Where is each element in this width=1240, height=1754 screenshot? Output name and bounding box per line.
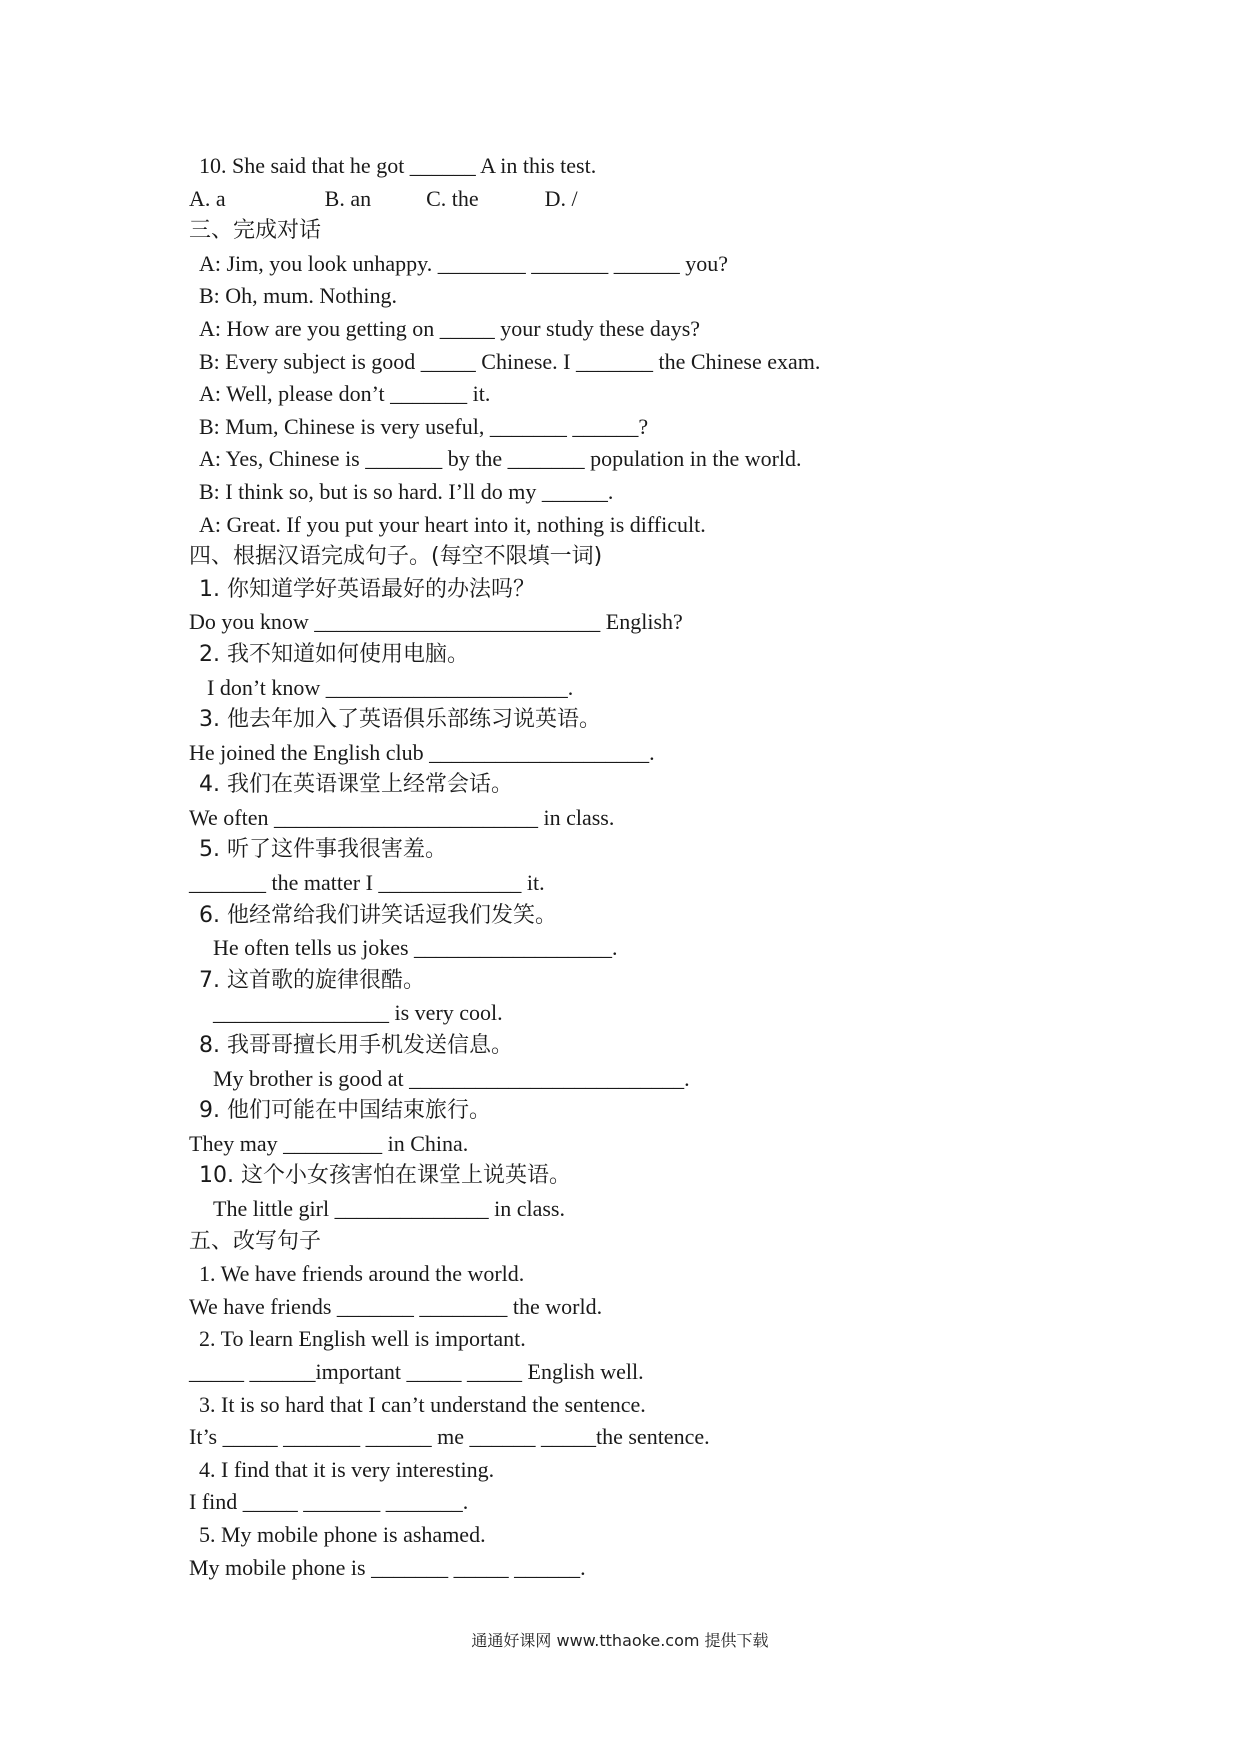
item-chinese-prompt: 1. 你知道学好英语最好的办法吗？ bbox=[199, 576, 535, 602]
item-chinese-prompt: 7. 这首歌的旋律很酷。 bbox=[199, 967, 425, 993]
section-3-heading: 三、完成对话 bbox=[189, 218, 322, 244]
rewrite-target-sentence: It’s _____ _______ ______ me ______ _____the sentence. bbox=[189, 1424, 710, 1450]
dialogue-line: A: Jim, you look unhappy. ________ _______ ______ you? bbox=[199, 250, 728, 276]
rewrite-target-sentence: We have friends _______ ________ the world. bbox=[189, 1293, 603, 1319]
item-chinese-prompt: 2. 我不知道如何使用电脑。 bbox=[199, 641, 469, 667]
question-10-options: A. a B. an C. the D. / bbox=[189, 185, 578, 211]
item-chinese-prompt: 4. 我们在英语课堂上经常会话。 bbox=[199, 772, 513, 798]
item-english-blank: They may _________ in China. bbox=[189, 1130, 469, 1156]
item-english-blank: We often ________________________ in class. bbox=[189, 804, 615, 830]
rewrite-original-sentence: 1. We have friends around the world. bbox=[199, 1261, 525, 1287]
rewrite-target-sentence: I find _____ _______ _______. bbox=[189, 1489, 469, 1515]
item-chinese-prompt: 3. 他去年加入了英语俱乐部练习说英语。 bbox=[199, 707, 601, 733]
rewrite-original-sentence: 4. I find that it is very interesting. bbox=[199, 1456, 495, 1482]
item-chinese-prompt: 10. 这个小女孩害怕在课堂上说英语。 bbox=[199, 1163, 571, 1189]
rewrite-target-sentence: _____ ______important _____ _____ English well. bbox=[189, 1358, 644, 1384]
dialogue-line: A: Well, please don’t _______ it. bbox=[199, 381, 491, 407]
item-chinese-prompt: 6. 他经常给我们讲笑话逗我们发笑。 bbox=[199, 902, 557, 928]
dialogue-line: A: Yes, Chinese is _______ by the _______ population in the world. bbox=[199, 446, 802, 472]
item-english-blank: Do you know __________________________ English? bbox=[189, 609, 683, 635]
dialogue-line: A: How are you getting on _____ your study these days? bbox=[199, 315, 701, 341]
item-english-blank: I don’t know ______________________. bbox=[207, 674, 574, 700]
question-10-stem: 10. She said that he got ______ A in this test. bbox=[199, 153, 597, 178]
worksheet-content bbox=[189, 150, 1049, 1584]
rewrite-original-sentence: 5. My mobile phone is ashamed. bbox=[199, 1521, 486, 1547]
item-english-blank: The little girl ______________ in class. bbox=[213, 1196, 565, 1221]
dialogue-line: A: Great. If you put your heart into it, nothing is difficult. bbox=[199, 511, 706, 537]
item-chinese-prompt: 8. 我哥哥擅长用手机发送信息。 bbox=[199, 1033, 513, 1059]
section-4-heading: 四、根据汉语完成句子。(每空不限填一词) bbox=[189, 544, 603, 570]
rewrite-original-sentence: 3. It is so hard that I can’t understand the sentence. bbox=[199, 1391, 646, 1417]
item-english-blank: My brother is good at _________________________. bbox=[213, 1065, 690, 1091]
item-english-blank: He joined the English club ____________________. bbox=[189, 739, 655, 765]
item-english-blank: He often tells us jokes __________________. bbox=[213, 935, 618, 961]
item-english-blank: ________________ is very cool. bbox=[213, 1000, 503, 1026]
dialogue-line: B: Mum, Chinese is very useful, _______ ______? bbox=[199, 413, 649, 439]
dialogue-line: B: Every subject is good _____ Chinese. I _______ the Chinese exam. bbox=[199, 348, 821, 374]
dialogue-line: B: I think so, but is so hard. I’ll do my ______. bbox=[199, 478, 614, 504]
item-english-blank: _______ the matter I _____________ it. bbox=[189, 870, 545, 896]
item-chinese-prompt: 9. 他们可能在中国结束旅行。 bbox=[199, 1098, 491, 1124]
rewrite-original-sentence: 2. To learn English well is important. bbox=[199, 1326, 526, 1352]
page-footer: 通通好课网 www.tthaoke.com 提供下载 bbox=[471, 1631, 769, 1650]
section-5-heading: 五、改写句子 bbox=[189, 1228, 322, 1254]
item-chinese-prompt: 5. 听了这件事我很害羞。 bbox=[199, 837, 447, 863]
dialogue-line: B: Oh, mum. Nothing. bbox=[199, 283, 398, 309]
rewrite-target-sentence: My mobile phone is _______ _____ ______. bbox=[189, 1554, 586, 1580]
